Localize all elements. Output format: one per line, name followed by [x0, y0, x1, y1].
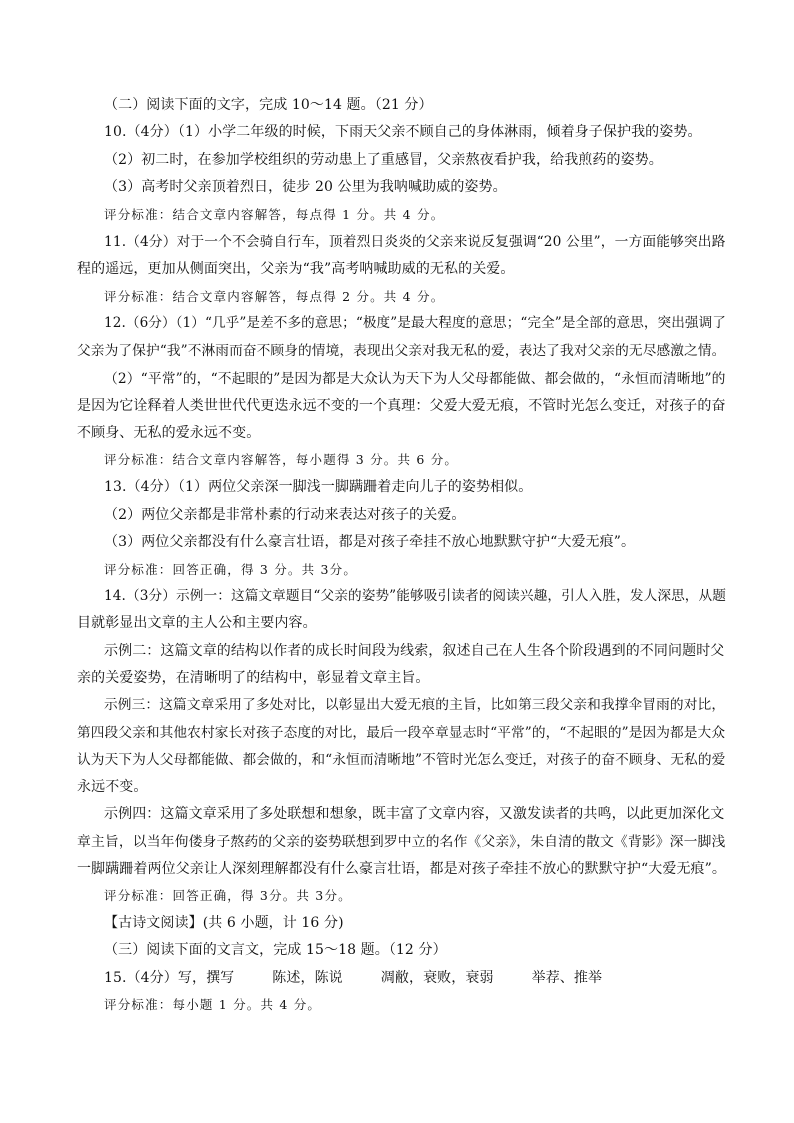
- answer-15-item-4: 举荐、推举: [531, 970, 603, 986]
- answer-15-item-3: 凋敝，衰败，衰弱: [380, 970, 494, 986]
- answer-12-scoring: 评分标准：结合文章内容解答，每小题得 3 分。共 6 分。: [104, 452, 459, 467]
- answer-13-scoring: 评分标准：回答正确，得 3 分。共 3分。: [104, 562, 358, 577]
- example-4-line-2: 章主旨，以当年佝偻身子熬药的父亲的姿势联想到罗中立的名作《父亲》，朱自清的散文《背影》深一脚浅: [77, 834, 726, 850]
- answer-14-scoring: 评分标准：回答正确，得 3分。共 3分。: [104, 888, 352, 903]
- answer-15-item-2: 陈述，陈说: [272, 970, 343, 986]
- answer-12-line-1: 12.（6分）（1）“几乎”是差不多的意思；“极度”是最大程度的意思；“完全”是全部的意思，突出强调了: [104, 315, 726, 331]
- answer-10-line-2: （2）初二时，在参加学校组织的劳动患上了重感冒，父亲熬夜看护我，给我煎药的姿势。: [104, 152, 663, 168]
- answer-12-line-5: 不顾身、无私的爱永远不变。: [77, 425, 261, 441]
- section-three-heading: （三）阅读下面的文言文，完成 15～18 题。（12 分）: [104, 942, 447, 958]
- answer-11-line-1: 11.（4分）对于一个不会骑自行车，顶着烈日炎炎的父亲来说反复强调“20 公里”，一方面能够突出路: [104, 234, 726, 250]
- answer-11-line-2: 程的遥远，更加从侧面突出，父亲为“我”高考呐喊助威的无私的关爱。: [77, 261, 515, 277]
- example-3-line-4: 永远不变。: [77, 779, 148, 795]
- example-3-line-3: 认为天下为人父母都能做、都会做的，和“永恒而清晰地”不管时光怎么变迁，对孩子的奋不顾身、无私的爱: [77, 752, 726, 768]
- answer-13-line-2: （2）两位父亲都是非常朴素的行动来表达对孩子的关爱。: [104, 507, 466, 523]
- example-3-line-1: 示例三：这篇文章采用了多处对比，以彰显出大爱无痕的主旨，比如第三段父亲和我撑伞冒雨的对比，: [104, 697, 726, 713]
- answer-12-line-3: （2）“平常”的，“不起眼的”是因为都是大众认为天下为人父母都能做、都会做的，“永恒而清晰地”的: [104, 371, 726, 387]
- answer-15-item-1: 15.（4分）写，撰写: [104, 970, 235, 986]
- answer-12-line-4: 是因为它诠释着人类世世代代更迭永远不变的一个真理：父爱大爱无痕，不管时光怎么变迁，对孩子的奋: [77, 398, 726, 414]
- answer-14-line-1: 14.（3分）示例一：这篇文章题目“父亲的姿势”能够吸引读者的阅读兴趣，引人入胜，发人深思，从题: [104, 588, 727, 604]
- answer-10-line-3: （3）高考时父亲顶着烈日，徒步 20 公里为我呐喊助威的姿势。: [104, 179, 507, 195]
- answer-15-line: [104, 968, 602, 988]
- answer-10-line-1: 10.（4分）（1）小学二年级的时候，下雨天父亲不顾自己的身体淋雨，倾着身子保护我的姿势。: [104, 124, 702, 140]
- answer-13-line-1: 13.（4分）（1）两位父亲深一脚浅一脚蹒跚着走向儿子的姿势相似。: [104, 479, 533, 495]
- answer-13-line-3: （3）两位父亲都没有什么豪言壮语，都是对孩子牵挂不放心地默默守护“大爱无痕”。: [104, 534, 636, 550]
- example-2-line-2: 亲的关爱姿势，在清晰明了的结构中，彰显着文章主旨。: [77, 670, 430, 686]
- answer-12-line-2: 父亲为了保护“我”不淋雨而奋不顾身的情境，表现出父亲对我无私的爱，表达了我对父亲的无尽感激之情。: [77, 343, 726, 359]
- classical-reading-heading: 【古诗文阅读】(共 6 小题，计 16 分): [104, 915, 344, 931]
- example-4-line-3: 一脚蹒跚着两位父亲让人深刻理解都没有什么豪言壮语，都是对孩子牵挂不放心的默默守护“大爱无痕”。: [77, 861, 727, 877]
- answer-11-scoring: 评分标准：结合文章内容解答，每点得 2 分。共 4 分。: [104, 289, 445, 304]
- example-3-line-2: 第四段父亲和其他农村家长对孩子态度的对比，最后一段卒章显志时“平常”的，“不起眼的”是因为都是大众: [77, 725, 726, 741]
- answer-10-scoring: 评分标准：结合文章内容解答，每点得 1 分。共 4 分。: [104, 207, 445, 222]
- example-2-line-1: 示例二：这篇文章的结构以作者的成长时间段为线索，叙述自己在人生各个阶段遇到的不同问题时父: [104, 643, 725, 659]
- example-4-line-1: 示例四：这篇文章采用了多处联想和想象，既丰富了文章内容，又激发读者的共鸣，以此更加深化文: [104, 806, 725, 822]
- answer-15-scoring: 评分标准：每小题 1 分。共 4 分。: [104, 997, 322, 1012]
- answer-14-line-2: 目就彰显出文章的主人公和主要内容。: [77, 615, 317, 631]
- section-heading: （二）阅读下面的文字，完成 10～14 题。（21 分）: [104, 97, 433, 113]
